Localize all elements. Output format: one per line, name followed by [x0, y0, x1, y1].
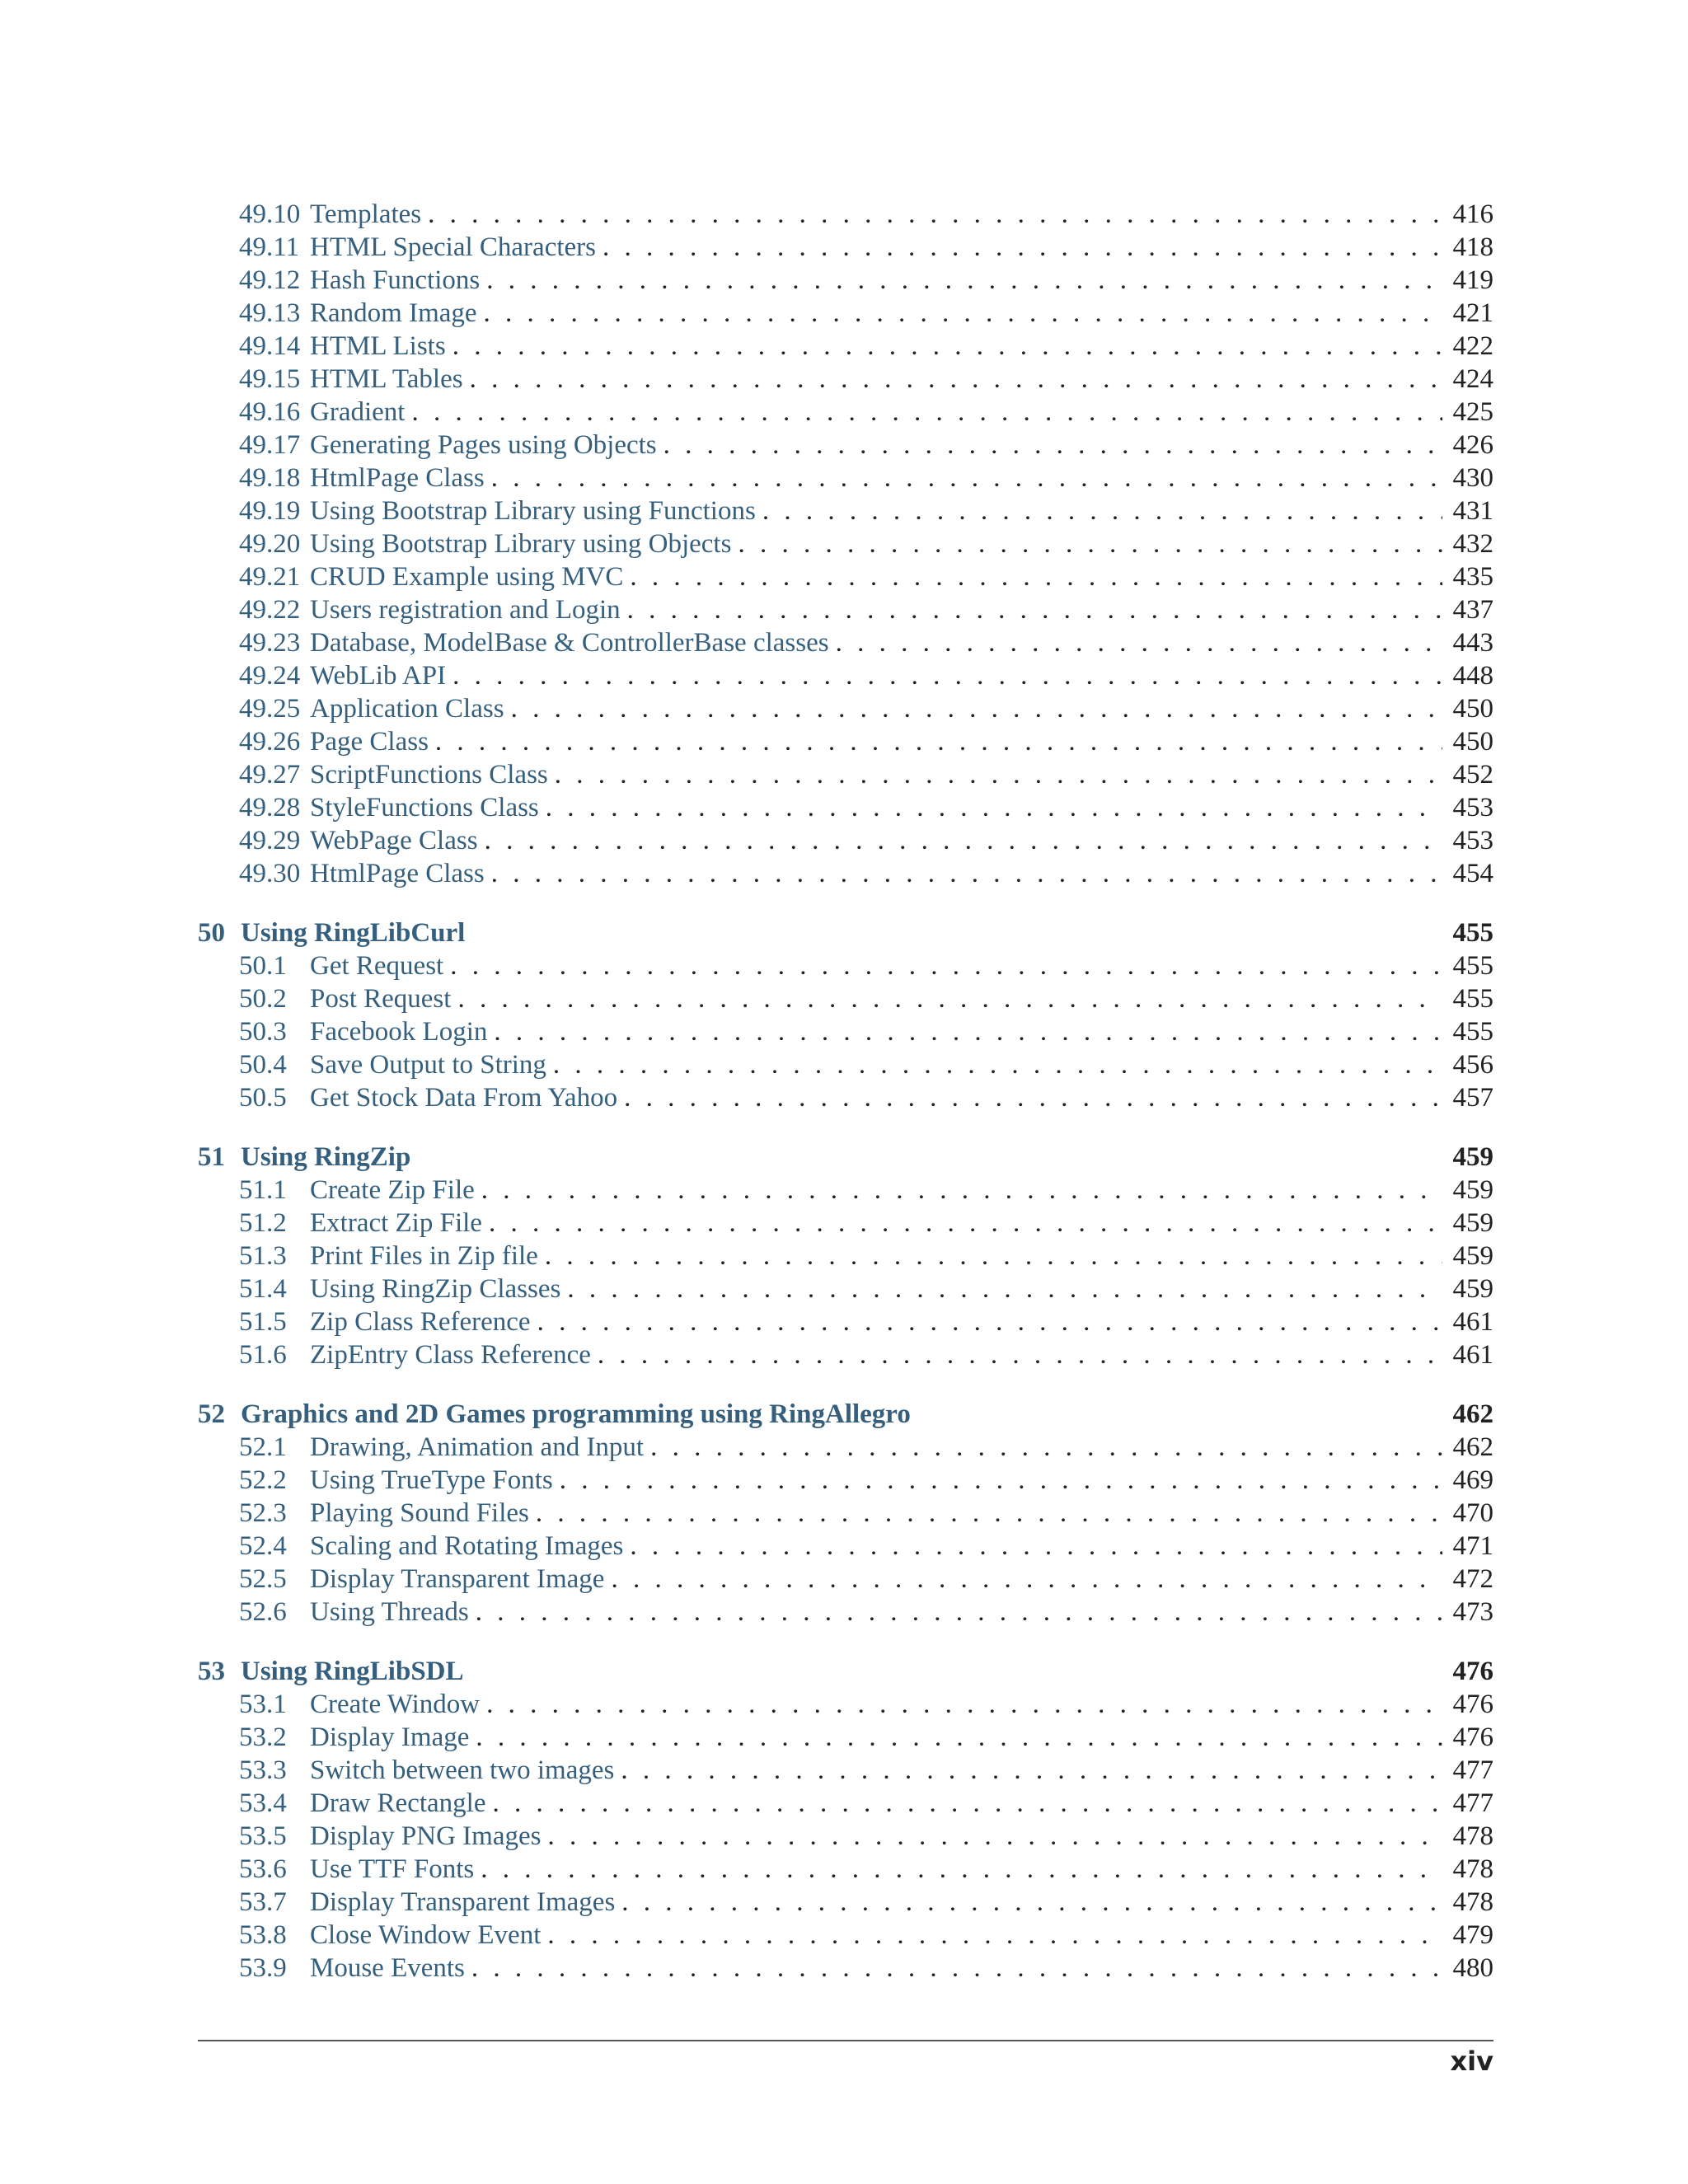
toc-entry-page: 459	[1452, 1208, 1493, 1238]
toc-section-entry[interactable]	[198, 560, 1493, 593]
dot-leader	[545, 1240, 1442, 1272]
dot-leader	[470, 363, 1442, 396]
toc-entry-page: 435	[1452, 562, 1493, 592]
toc-entry-title[interactable]: Using RingLibCurl	[241, 918, 466, 948]
toc-entry-title[interactable]: Generating Pages using Objects	[310, 430, 657, 460]
toc-section-entry[interactable]	[198, 1081, 1493, 1114]
toc-entry-number[interactable]: 53.6	[239, 1854, 287, 1884]
toc-entry-number[interactable]: 50.1	[239, 951, 287, 981]
footer-page-number: xiv	[1450, 2046, 1493, 2077]
toc-section-entry[interactable]	[198, 758, 1493, 791]
toc-section-entry[interactable]	[198, 1754, 1493, 1787]
toc-entry-page: 454	[1452, 859, 1493, 888]
toc-entry-page: 478	[1452, 1854, 1493, 1884]
dot-leader	[511, 692, 1442, 725]
toc-section-entry[interactable]	[198, 1787, 1493, 1820]
dot-leader	[491, 462, 1442, 494]
toc-entry-page: 424	[1452, 364, 1493, 394]
toc-entry-page: 450	[1452, 727, 1493, 757]
toc-section-entry[interactable]	[198, 330, 1493, 363]
toc-entry-number[interactable]: 49.22	[239, 595, 301, 625]
toc-entry-number[interactable]: 53.7	[239, 1887, 287, 1917]
toc-entry-number[interactable]: 49.11	[239, 232, 300, 262]
toc-entry-title[interactable]: Display PNG Images	[310, 1821, 542, 1851]
toc-entry-page: 455	[1452, 951, 1493, 981]
toc-entry-page: 470	[1452, 1498, 1493, 1528]
toc-entry-title[interactable]: Display Transparent Image	[310, 1564, 605, 1594]
toc-entry-page: 452	[1452, 760, 1493, 790]
toc-entry-number[interactable]: 52	[198, 1399, 225, 1429]
toc-section-entry[interactable]	[198, 692, 1493, 725]
toc-entry-title[interactable]: Using RingZip	[241, 1142, 411, 1172]
toc-section-entry[interactable]	[198, 659, 1493, 692]
toc-section-entry[interactable]	[198, 1464, 1493, 1497]
toc-entry-page: 425	[1452, 397, 1493, 427]
dot-leader	[738, 527, 1442, 560]
toc-section-entry[interactable]	[198, 791, 1493, 824]
toc-section-entry[interactable]	[198, 1207, 1493, 1240]
toc-entry-number[interactable]: 49.30	[239, 859, 301, 888]
toc-entry-number[interactable]: 49.15	[239, 364, 301, 394]
toc-entry-title[interactable]: Draw Rectangle	[310, 1788, 486, 1818]
toc-entry-title[interactable]: Switch between two images	[310, 1755, 615, 1785]
toc-entry-title[interactable]: WebPage Class	[310, 826, 478, 855]
toc-entry-title[interactable]: Create Window	[310, 1690, 481, 1719]
dot-leader	[428, 198, 1442, 231]
toc-entry-title[interactable]: Using TrueType Fonts	[310, 1465, 553, 1495]
dot-leader	[491, 857, 1442, 890]
toc-section-entry[interactable]	[198, 1305, 1493, 1338]
toc-entry-title[interactable]: HtmlPage Class	[310, 463, 485, 493]
footer-rule	[198, 2040, 1493, 2041]
toc-entry-page: 455	[1452, 984, 1493, 1014]
toc-entry-number[interactable]: 49.24	[239, 661, 301, 691]
toc-entry-page: 430	[1452, 463, 1493, 493]
toc-entry-page: 443	[1452, 628, 1493, 658]
toc-entry-page: 476	[1452, 1722, 1493, 1752]
dot-leader	[450, 949, 1442, 982]
toc-entry-number[interactable]: 53.3	[239, 1755, 287, 1785]
toc-entry-number[interactable]: 49.25	[239, 694, 301, 724]
toc-entry-title[interactable]: Zip Class Reference	[310, 1307, 531, 1337]
toc-entry-page: 459	[1452, 1175, 1493, 1205]
toc-entry-title[interactable]: Drawing, Animation and Input	[310, 1432, 645, 1462]
toc-section-entry[interactable]	[198, 297, 1493, 330]
dot-leader	[489, 1207, 1442, 1240]
toc-entry-page: 477	[1452, 1788, 1493, 1818]
toc-entry-number[interactable]: 52.3	[239, 1498, 287, 1528]
toc-section-entry[interactable]	[198, 231, 1493, 264]
dot-leader	[486, 264, 1442, 297]
toc-entry-title[interactable]: Display Transparent Images	[310, 1887, 616, 1917]
toc-entry-title[interactable]: Print Files in Zip file	[310, 1241, 538, 1271]
toc-entry-number[interactable]: 50.4	[239, 1050, 287, 1080]
toc-section-entry[interactable]	[198, 429, 1493, 462]
toc-entry-number[interactable]: 53.9	[239, 1953, 287, 1983]
toc-entry-number[interactable]: 50.2	[239, 984, 287, 1014]
dot-leader	[762, 494, 1442, 527]
toc-entry-number[interactable]: 50.3	[239, 1017, 287, 1047]
toc-section-entry[interactable]	[198, 949, 1493, 982]
toc-entry-number[interactable]: 49.13	[239, 298, 301, 328]
toc-section-entry[interactable]	[198, 725, 1493, 758]
toc-entry-page: 478	[1452, 1887, 1493, 1917]
toc-entry-title[interactable]: WebLib API	[310, 661, 447, 691]
toc-section-entry[interactable]	[198, 264, 1493, 297]
toc-entry-number[interactable]: 51.2	[239, 1208, 287, 1238]
toc-entry-number[interactable]: 52.4	[239, 1531, 287, 1561]
toc-entry-page: 473	[1452, 1597, 1493, 1627]
dot-leader	[621, 1754, 1442, 1787]
toc-entry-title[interactable]: Use TTF Fonts	[310, 1854, 475, 1884]
toc-entry-title[interactable]: Using Threads	[310, 1597, 469, 1627]
toc-entry-number[interactable]: 49.17	[239, 430, 301, 460]
dot-leader	[567, 1272, 1442, 1305]
dot-leader	[630, 560, 1442, 593]
toc-entry-page: 461	[1452, 1340, 1493, 1370]
dot-leader	[494, 1015, 1442, 1048]
toc-entry-page: 426	[1452, 430, 1493, 460]
dot-leader	[546, 791, 1442, 824]
toc-section-entry[interactable]	[198, 593, 1493, 626]
toc-entry-title[interactable]: Graphics and 2D Games programming using RingAllegro	[241, 1399, 911, 1429]
dot-leader	[598, 1338, 1442, 1371]
toc-entry-title[interactable]: StyleFunctions Class	[310, 793, 539, 823]
toc-entry-title[interactable]: ScriptFunctions Class	[310, 760, 548, 790]
toc-entry-page: 421	[1452, 298, 1493, 328]
dot-leader	[624, 1081, 1442, 1114]
toc-entry-number[interactable]: 49.14	[239, 331, 301, 361]
dot-leader	[611, 1563, 1442, 1596]
toc-entry-page: 456	[1452, 1050, 1493, 1080]
toc-entry-page: 453	[1452, 826, 1493, 855]
toc-entry-title[interactable]: HTML Special Characters	[310, 232, 596, 262]
toc-section-entry[interactable]	[198, 1952, 1493, 1985]
toc-entry-page: 448	[1452, 661, 1493, 691]
toc-entry-title[interactable]: Mouse Events	[310, 1953, 465, 1983]
toc-entry-number[interactable]: 53.4	[239, 1788, 287, 1818]
dot-leader	[663, 429, 1442, 462]
toc-section-entry[interactable]	[198, 1530, 1493, 1563]
toc-entry-number[interactable]: 49.12	[239, 265, 301, 295]
toc-entry-page: 472	[1452, 1564, 1493, 1594]
toc-entry-title[interactable]: Using Bootstrap Library using Objects	[310, 529, 732, 559]
dot-leader	[627, 593, 1442, 626]
toc-entry-page: 455	[1452, 1017, 1493, 1047]
toc-entry-number[interactable]: 49.26	[239, 727, 301, 757]
toc-entry-number[interactable]: 52.5	[239, 1564, 287, 1594]
toc-entry-page: 459	[1452, 1274, 1493, 1304]
dot-leader	[481, 1853, 1442, 1886]
toc-entry-number[interactable]: 52.2	[239, 1465, 287, 1495]
dot-leader	[452, 330, 1442, 363]
toc-section-entry[interactable]	[198, 1563, 1493, 1596]
toc-entry-number[interactable]: 49.29	[239, 826, 301, 855]
toc-entry-page: 462	[1452, 1399, 1493, 1429]
toc-entry-number[interactable]: 49.20	[239, 529, 301, 559]
toc-entry-title[interactable]: Users registration and Login	[310, 595, 621, 625]
dot-leader	[536, 1497, 1442, 1530]
dot-leader	[484, 297, 1442, 330]
toc-entry-title[interactable]: Save Output to String	[310, 1050, 546, 1080]
dot-leader	[411, 396, 1442, 429]
toc-entry-page: 437	[1452, 595, 1493, 625]
dot-leader	[547, 1919, 1442, 1952]
toc-entry-number[interactable]: 50.5	[239, 1083, 287, 1113]
table-of-contents	[198, 198, 1493, 1985]
toc-entry-page: 476	[1452, 1657, 1493, 1686]
toc-section-entry[interactable]	[198, 1497, 1493, 1530]
toc-entry-page: 479	[1452, 1920, 1493, 1950]
toc-entry-number[interactable]: 52.6	[239, 1597, 287, 1627]
toc-section-entry[interactable]	[198, 462, 1493, 494]
toc-entry-number[interactable]: 53.1	[239, 1690, 287, 1719]
toc-entry-number[interactable]: 49.16	[239, 397, 301, 427]
dot-leader	[476, 1721, 1442, 1754]
dot-leader	[452, 659, 1442, 692]
toc-entry-number[interactable]: 53.2	[239, 1722, 287, 1752]
toc-entry-number[interactable]: 51.1	[239, 1175, 287, 1205]
toc-entry-number[interactable]: 53	[198, 1657, 225, 1686]
dot-leader	[486, 1688, 1442, 1721]
toc-entry-number[interactable]: 49.27	[239, 760, 301, 790]
toc-entry-title[interactable]: HTML Tables	[310, 364, 463, 394]
dot-leader	[537, 1305, 1442, 1338]
toc-entry-title[interactable]: Close Window Event	[310, 1920, 542, 1950]
toc-section-entry[interactable]	[198, 363, 1493, 396]
toc-entry-title[interactable]: HTML Lists	[310, 331, 446, 361]
toc-entry-number[interactable]: 49.18	[239, 463, 301, 493]
toc-section-entry[interactable]	[198, 1853, 1493, 1886]
toc-entry-number[interactable]: 51.4	[239, 1274, 287, 1304]
toc-entry-number[interactable]: 51.3	[239, 1241, 287, 1271]
toc-section-entry[interactable]	[198, 857, 1493, 890]
dot-leader	[555, 758, 1442, 791]
toc-entry-page: 432	[1452, 529, 1493, 559]
dot-leader	[471, 1952, 1442, 1985]
toc-chapter-entry[interactable]	[198, 1398, 1493, 1431]
dot-leader	[485, 824, 1442, 857]
dot-leader	[560, 1464, 1442, 1497]
toc-section-entry[interactable]	[198, 1919, 1493, 1952]
toc-entry-page: 469	[1452, 1465, 1493, 1495]
toc-section-entry[interactable]	[198, 396, 1493, 429]
toc-entry-page: 455	[1452, 918, 1493, 948]
toc-entry-title[interactable]: Page Class	[310, 727, 429, 757]
toc-entry-title[interactable]: Random Image	[310, 298, 477, 328]
toc-entry-title[interactable]: Post Request	[310, 984, 452, 1014]
toc-entry-title[interactable]: ZipEntry Class Reference	[310, 1340, 591, 1370]
toc-entry-number[interactable]: 49.23	[239, 628, 301, 658]
toc-entry-number[interactable]: 50	[198, 918, 225, 948]
toc-entry-number[interactable]: 49.10	[239, 199, 301, 229]
toc-chapter-entry[interactable]	[198, 1141, 1493, 1174]
toc-entry-page: 477	[1452, 1755, 1493, 1785]
toc-entry-title[interactable]: Scaling and Rotating Images	[310, 1531, 624, 1561]
toc-entry-page: 459	[1452, 1142, 1493, 1172]
dot-leader	[603, 231, 1442, 264]
dot-leader	[553, 1048, 1442, 1081]
toc-entry-title[interactable]: Using Bootstrap Library using Functions	[310, 496, 756, 526]
toc-entry-title[interactable]: Get Stock Data From Yahoo	[310, 1083, 618, 1113]
toc-section-entry[interactable]	[198, 1338, 1493, 1371]
toc-section-entry[interactable]	[198, 1431, 1493, 1464]
toc-section-entry[interactable]	[198, 1596, 1493, 1629]
dot-leader	[435, 725, 1442, 758]
toc-entry-title[interactable]: CRUD Example using MVC	[310, 562, 624, 592]
toc-entry-title[interactable]: Display Image	[310, 1722, 470, 1752]
toc-entry-page: 453	[1452, 793, 1493, 823]
toc-entry-number[interactable]: 53.5	[239, 1821, 287, 1851]
toc-entry-page: 450	[1452, 694, 1493, 724]
toc-entry-number[interactable]: 49.28	[239, 793, 301, 823]
toc-section-entry[interactable]	[198, 527, 1493, 560]
toc-entry-title[interactable]: Facebook Login	[310, 1017, 488, 1047]
toc-section-entry[interactable]	[198, 1820, 1493, 1853]
toc-entry-number[interactable]: 51	[198, 1142, 225, 1172]
toc-section-entry[interactable]	[198, 1174, 1493, 1207]
dot-leader	[650, 1431, 1442, 1464]
toc-entry-title[interactable]: Using RingZip Classes	[310, 1274, 561, 1304]
dot-leader	[630, 1530, 1442, 1563]
toc-entry-number[interactable]: 52.1	[239, 1432, 287, 1462]
dot-leader	[621, 1886, 1442, 1919]
toc-entry-title[interactable]: Playing Sound Files	[310, 1498, 529, 1528]
toc-entry-page: 480	[1452, 1953, 1493, 1983]
toc-entry-number[interactable]: 49.21	[239, 562, 301, 592]
toc-entry-page: 457	[1452, 1083, 1493, 1113]
toc-section-entry[interactable]	[198, 824, 1493, 857]
toc-entry-number[interactable]: 53.8	[239, 1920, 287, 1950]
toc-entry-page: 416	[1452, 199, 1493, 229]
dot-leader	[547, 1820, 1442, 1853]
toc-entry-page: 419	[1452, 265, 1493, 295]
dot-leader	[836, 626, 1442, 659]
toc-section-entry[interactable]	[198, 1048, 1493, 1081]
toc-entry-number[interactable]: 51.6	[239, 1340, 287, 1370]
toc-section-entry[interactable]	[198, 1015, 1493, 1048]
toc-section-entry[interactable]	[198, 982, 1493, 1015]
toc-entry-title[interactable]: Templates	[310, 199, 422, 229]
dot-leader	[493, 1787, 1443, 1820]
toc-entry-title[interactable]: Application Class	[310, 694, 504, 724]
dot-leader	[476, 1596, 1442, 1629]
toc-entry-title[interactable]: Create Zip File	[310, 1175, 475, 1205]
toc-section-entry[interactable]	[198, 1886, 1493, 1919]
toc-entry-number[interactable]: 51.5	[239, 1307, 287, 1337]
toc-entry-title[interactable]: HtmlPage Class	[310, 859, 485, 888]
toc-entry-title[interactable]: Extract Zip File	[310, 1208, 482, 1238]
toc-chapter-entry[interactable]	[198, 916, 1493, 949]
toc-section-entry[interactable]	[198, 626, 1493, 659]
toc-entry-page: 462	[1452, 1432, 1493, 1462]
dot-leader	[481, 1174, 1442, 1207]
toc-entry-page: 478	[1452, 1821, 1493, 1851]
toc-section-entry[interactable]	[198, 1688, 1493, 1721]
toc-entry-page: 418	[1452, 232, 1493, 262]
dot-leader	[457, 982, 1442, 1015]
toc-section-entry[interactable]	[198, 1240, 1493, 1272]
toc-section-entry[interactable]	[198, 494, 1493, 527]
toc-section-entry[interactable]	[198, 198, 1493, 231]
toc-section-entry[interactable]	[198, 1272, 1493, 1305]
toc-entry-title[interactable]: Gradient	[310, 397, 406, 427]
toc-entry-title[interactable]: Get Request	[310, 951, 444, 981]
toc-entry-title[interactable]: Database, ModelBase & ControllerBase classes	[310, 628, 829, 658]
toc-entry-page: 461	[1452, 1307, 1493, 1337]
toc-entry-page: 459	[1452, 1241, 1493, 1271]
toc-chapter-entry[interactable]	[198, 1655, 1493, 1688]
toc-entry-number[interactable]: 49.19	[239, 496, 301, 526]
toc-entry-page: 471	[1452, 1531, 1493, 1561]
toc-entry-page: 431	[1452, 496, 1493, 526]
toc-entry-title[interactable]: Using RingLibSDL	[241, 1657, 464, 1686]
toc-entry-page: 476	[1452, 1690, 1493, 1719]
toc-entry-title[interactable]: Hash Functions	[310, 265, 481, 295]
toc-entry-page: 422	[1452, 331, 1493, 361]
toc-section-entry[interactable]	[198, 1721, 1493, 1754]
